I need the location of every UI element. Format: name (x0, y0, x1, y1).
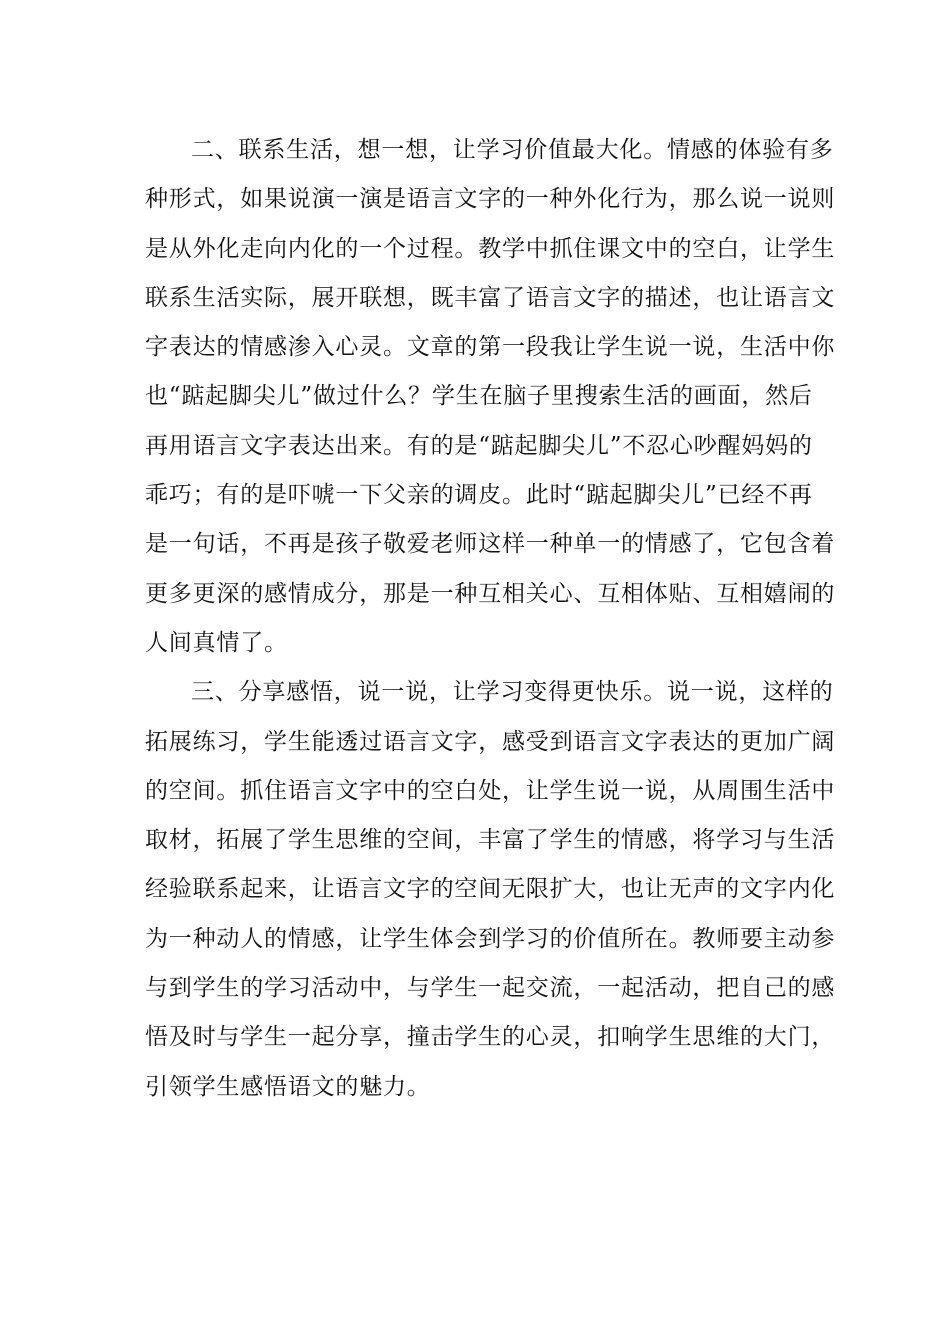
paragraph-line: 联系生活实际，展开联想，既丰富了语言文字的描述，也让语言文 (145, 284, 836, 311)
paragraph-line: 引领学生感悟语文的魅力。 (145, 1073, 431, 1100)
paragraph-line: 三、分享感悟，说一说，让学习变得更快乐。说一说，这样的 (191, 679, 834, 706)
paragraph-section-three (145, 668, 836, 1112)
paragraph-line: 是一句话，不再是孩子敬爱老师这样一种单一的情感了，它包含着 (145, 531, 836, 558)
paragraph-line: 是从外化走向内化的一个过程。教学中抓住课文中的空白，让学生 (145, 235, 836, 262)
paragraph-line: 经验联系起来，让语言文字的空间无限扩大，也让无声的文字内化 (145, 876, 836, 903)
paragraph-line: 也“踮起脚尖儿”做过什么？学生在脑子里搜索生活的画面，然后 (145, 383, 813, 410)
paragraph-line: 悟及时与学生一起分享，撞击学生的心灵，扣响学生思维的大门， (145, 1024, 836, 1051)
paragraph-line: 取材，拓展了学生思维的空间，丰富了学生的情感，将学习与生活 (145, 827, 836, 854)
paragraph-line: 拓展练习，学生能透过语言文字，感受到语言文字表达的更加广阔 (145, 728, 836, 755)
paragraph-line: 更多更深的感情成分，那是一种互相关心、互相体贴、互相嬉闹的 (145, 580, 836, 607)
paragraph-line: 乖巧；有的是吓唬一下父亲的调皮。此时“踮起脚尖儿”已经不再 (145, 482, 813, 509)
paragraph-line: 与到学生的学习活动中，与学生一起交流，一起活动，把自己的感 (145, 975, 836, 1002)
paragraph-line: 字表达的情感渗入心灵。文章的第一段我让学生说一说，生活中你 (145, 334, 836, 361)
paragraph-line: 人间真情了。 (145, 629, 288, 656)
paragraph-line: 二、联系生活，想一想，让学习价值最大化。情感的体验有多 (191, 137, 834, 163)
paragraph-line: 种形式，如果说演一演是语言文字的一种外化行为，那么说一说则 (145, 186, 836, 213)
document-body (145, 126, 836, 1112)
paragraph-section-two (145, 126, 836, 668)
paragraph-line: 为一种动人的情感，让学生体会到学习的价值所在。教师要主动参 (145, 925, 836, 952)
paragraph-line: 的空间。抓住语言文字中的空白处，让学生说一说，从周围生活中 (145, 777, 836, 804)
paragraph-line: 再用语言文字表达出来。有的是“踮起脚尖儿”不忍心吵醒妈妈的 (145, 432, 813, 459)
